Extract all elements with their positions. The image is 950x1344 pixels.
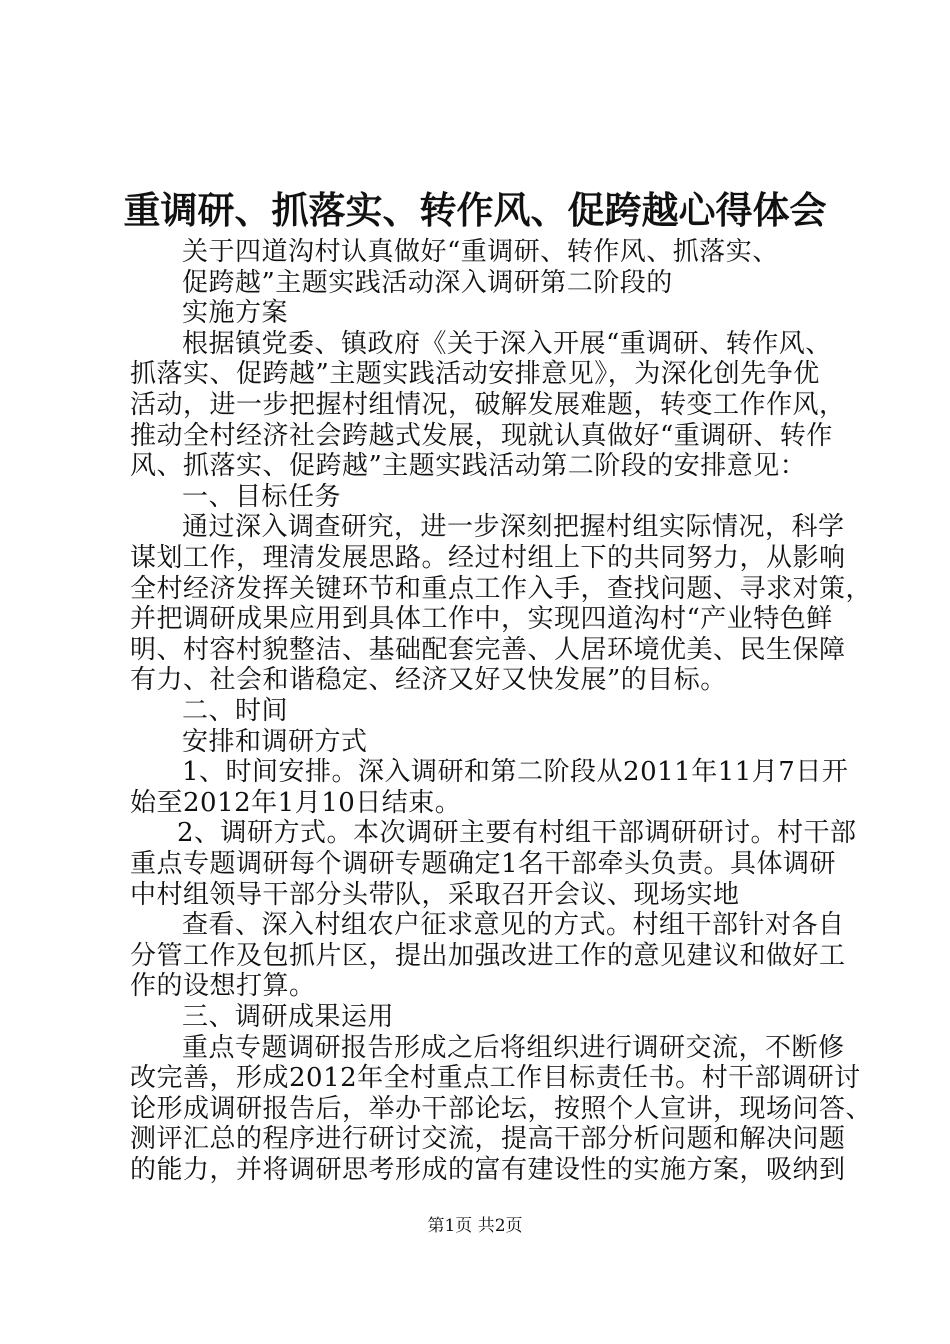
body-line: 重点专题调研报告形成之后将组织进行调研交流，不断修 <box>182 1032 845 1063</box>
body-line: 查看、深入村组农户征求意见的方式。村组干部针对各自 <box>182 910 845 941</box>
body-line: 并把调研成果应用到具体工作中，实现四道沟村“产业特色鲜 <box>130 604 833 635</box>
body-line: 中村组领导干部分头带队，采取召开会议、现场实地 <box>130 879 740 910</box>
body-line: 抓落实、促跨越”主题实践活动安排意见》，为深化创先争优 <box>130 359 820 390</box>
body-line: 有力、社会和谐稳定、经济又好又快发展”的目标。 <box>130 665 727 696</box>
body-line: 明、村容村貌整洁、基础配套完善、人居环境优美、民生保障 <box>130 634 846 665</box>
body-line: 改完善，形成2012年全村重点工作目标责任书。村干部调研讨 <box>130 1063 861 1094</box>
body-line: 关于四道沟村认真做好“重调研、转作风、抓落实、 <box>182 237 779 267</box>
section-heading: 三、调研成果运用 <box>182 1002 395 1032</box>
body-line: 始至2012年1月10日结束。 <box>130 787 462 818</box>
body-line: 2、调研方式。本次调研主要有村组干部调研研讨。村干部 <box>177 818 857 849</box>
document-title: 重调研、抓落实、转作风、促跨越心得体会 <box>123 188 827 232</box>
body-line: 的能力，并将调研思考形成的富有建设性的实施方案，吸纳到 <box>130 1155 846 1185</box>
body-line: 分管工作及包抓片区，提出加强改进工作的意见建议和做好工 <box>130 940 846 971</box>
body-line: 论形成调研报告后，举办干部论坛，按照个人宣讲，现场问答、 <box>130 1093 873 1124</box>
body-line: 推动全村经济社会跨越式发展，现就认真做好“重调研、转作 <box>130 420 833 451</box>
body-line: 测评汇总的程序进行研讨交流，提高干部分析问题和解决问题 <box>130 1124 846 1155</box>
body-line: 作的设想打算。 <box>130 971 316 1002</box>
section-heading: 二、时间 <box>182 696 289 726</box>
body-line: 实施方案 <box>182 298 289 329</box>
body-line: 1、时间安排。深入调研和第二阶段从2011年11月7日开 <box>182 757 849 788</box>
body-line: 风、抓落实、促跨越”主题实践活动第二阶段的安排意见： <box>130 451 807 482</box>
section-heading: 一、目标任务 <box>182 481 342 512</box>
body-line: 谋划工作，理清发展思路。经过村组上下的共同努力，从影响 <box>130 543 846 573</box>
body-line: 重点专题调研每个调研专题确定1名干部牵头负责。具体调研 <box>130 849 837 879</box>
body-line: 安排和调研方式 <box>182 726 368 757</box>
body-line: 全村经济发挥关键环节和重点工作入手，查找问题、寻求对策， <box>130 573 873 604</box>
body-line: 促跨越”主题实践活动深入调研第二阶段的 <box>182 267 673 298</box>
body-line: 活动，进一步把握村组情况，破解发展难题，转变工作作风， <box>130 390 846 420</box>
body-line: 根据镇党委、镇政府《关于深入开展“重调研、转作风、 <box>182 328 832 359</box>
page-number: 第1页 共2页 <box>427 1216 523 1236</box>
body-line: 通过深入调查研究，进一步深刻把握村组实际情况，科学 <box>182 512 845 543</box>
